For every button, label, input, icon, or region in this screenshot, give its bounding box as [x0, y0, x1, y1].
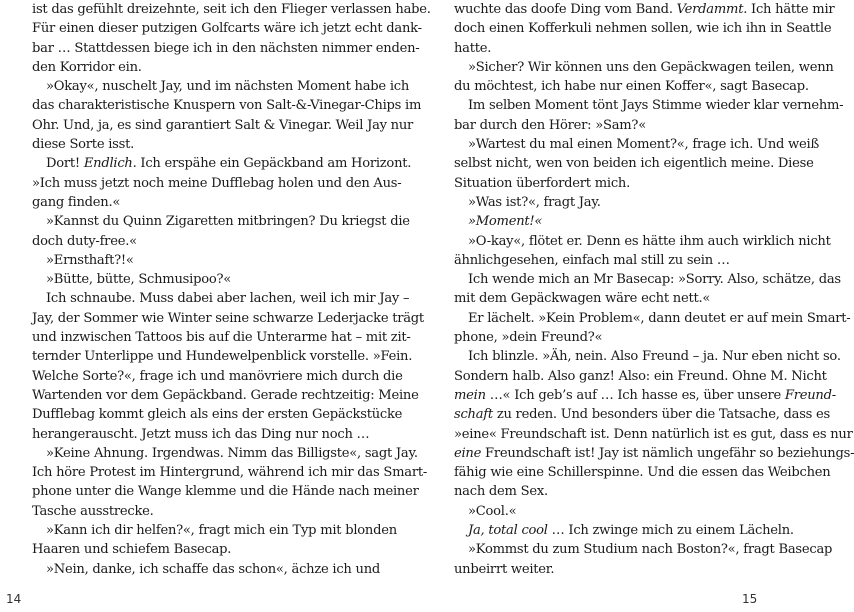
- paragraph: [454, 521, 794, 540]
- emphasis: Freund-: [784, 387, 836, 403]
- text-line: Jay, der Sommer wie Winter seine schwarze Lederjacke trägt: [32, 310, 424, 326]
- text-line: diese Sorte isst.: [32, 137, 135, 153]
- text-line: selbst nicht, wen von beiden ich eigentlich meine. Diese: [454, 156, 814, 172]
- text-line: Ohr. Und, ja, es sind garantiert Salt & Vinegar. Weil Jay nur: [32, 117, 414, 133]
- paragraph: [32, 154, 412, 212]
- paragraph: [454, 212, 766, 231]
- paragraph: [454, 502, 766, 521]
- text-line: Er lächelt. »Kein Problem«, dann deutet er auf mein Smart-: [468, 310, 851, 326]
- text-line: das charakteristische Knuspern von Salt-&-Vinegar-Chips im: [32, 98, 422, 114]
- paragraph: [32, 270, 343, 289]
- paragraph: [454, 96, 844, 135]
- paragraph: [454, 232, 831, 271]
- paragraph: [454, 309, 851, 348]
- text-line: doch duty-free.«: [32, 233, 137, 249]
- emphasis: Verdammt.: [676, 2, 748, 17]
- emphasis: »Moment!«: [468, 214, 543, 230]
- paragraph: [454, 193, 766, 212]
- text-line: phone unter die Wange klemme und die Hände nach meiner: [32, 484, 419, 500]
- paragraph: [454, 135, 819, 193]
- text-line: Im selben Moment tönt Jays Stimme wieder klar vernehm-: [468, 98, 844, 114]
- text-line: ähnlichgesehen, einfach mal still zu sein …: [454, 252, 730, 268]
- text-line: Welche Sorte?«, frage ich und manövriere mich durch die: [32, 368, 403, 384]
- text-line: »Ernsthaft?!«: [46, 252, 134, 268]
- left-page: [32, 0, 431, 579]
- text-line: »Kommst du zum Studium nach Boston?«, fragt Basecap: [468, 542, 833, 558]
- text-line: Situation überfordert mich.: [454, 175, 630, 191]
- text-line: mein …« Ich geb’s auf … Ich hasse es, über unsere Freund-: [454, 387, 836, 403]
- text-line: »eine« Freundschaft ist. Denn natürlich ist es gut, dass es nur: [454, 426, 853, 442]
- emphasis: mein: [454, 387, 486, 403]
- right-page: [454, 0, 854, 579]
- text-line: [454, 212, 766, 231]
- page-number-right: 15: [742, 592, 758, 606]
- text-line: Sondern halb. Also ganz! Also: ein Freund. Ohne M. Nicht: [454, 368, 827, 384]
- text-line: fähig wie eine Schillerspinne. Und die essen das Weibchen: [454, 465, 831, 481]
- text-line: Ja, total cool … Ich zwinge mich zu einem Lächeln.: [468, 523, 794, 539]
- text-line: Ich höre Protest im Hintergrund, während ich mir das Smart-: [32, 465, 428, 481]
- text-line: den Korridor ein.: [32, 59, 142, 75]
- text-line: Tasche ausstrecke.: [32, 503, 154, 519]
- text-line: »Kann ich dir helfen?«, fragt mich ein Typ mit blonden: [46, 523, 397, 539]
- text-line: »Okay«, nuschelt Jay, und im nächsten Moment habe ich: [46, 79, 410, 95]
- text-line: Haaren und schiefem Basecap.: [32, 542, 232, 558]
- text-line: gang finden.«: [32, 194, 121, 210]
- text-line: ist das gefühlt dreizehnte, seit ich den Flieger verlassen habe.: [32, 2, 431, 17]
- text-line: unbeirrt weiter.: [454, 561, 555, 577]
- text-line: und inzwischen Tattoos bis auf die Unterarme hat – mit zit-: [32, 330, 411, 346]
- text-line: »Kannst du Quinn Zigaretten mitbringen? Du kriegst die: [46, 214, 410, 230]
- text-line: »Ich muss jetzt noch meine Dufflebag holen und den Aus-: [32, 175, 402, 191]
- text-line: Dufflebag kommt gleich als eins der ersten Gepäckstücke: [32, 407, 403, 423]
- text-line: Ich wende mich an Mr Basecap: »Sorry. Also, schätze, das: [468, 272, 841, 288]
- text-line: Wartenden vor dem Gepäckband. Gerade rechtzeitig: Meine: [32, 387, 419, 403]
- paragraph: [454, 0, 835, 58]
- paragraph: [32, 212, 410, 251]
- text-line: »O-kay«, flötet er. Denn es hätte ihm auch wirklich nicht: [468, 233, 831, 249]
- text-line: eine Freundschaft ist! Jay ist nämlich ungefähr so beziehungs-: [454, 445, 854, 461]
- paragraph: [454, 540, 833, 579]
- emphasis: schaft: [454, 407, 493, 423]
- text-line: bar … Stattdessen biege ich in den nächsten nimmer enden-: [32, 40, 420, 56]
- text-line: »Was ist?«, fragt Jay.: [468, 194, 601, 210]
- text-line: Ich schnaube. Muss dabei aber lachen, weil ich mir Jay –: [46, 291, 410, 307]
- text-line: mit dem Gepäckwagen wäre echt nett.«: [454, 291, 711, 307]
- text-line: Dort! Endlich. Ich erspähe ein Gepäckband am Horizont.: [46, 156, 412, 172]
- paragraph: [454, 347, 854, 501]
- paragraph: [32, 521, 397, 560]
- text-line: »Wartest du mal einen Moment?«, frage ich. Und weiß: [468, 137, 819, 153]
- text-line: herangerauscht. Jetzt muss ich das Ding nur noch …: [32, 426, 370, 442]
- emphasis: Endlich.: [83, 156, 137, 172]
- text-line: phone, »dein Freund?«: [454, 330, 603, 346]
- text-line: du möchtest, ich habe nur einen Koffer«, sagt Basecap.: [454, 79, 809, 95]
- emphasis: eine: [454, 445, 482, 461]
- text-line: »Sicher? Wir können uns den Gepäckwagen teilen, wenn: [468, 59, 834, 75]
- text-line: »Nein, danke, ich schaffe das schon«, ächze ich und: [46, 561, 381, 577]
- paragraph: [454, 270, 841, 309]
- text-line: wuchte das doofe Ding vom Band. Verdammt. Ich hätte mir: [454, 2, 835, 17]
- emphasis: Ja, total cool: [468, 523, 548, 539]
- paragraph: [454, 58, 834, 97]
- paragraph: [32, 0, 431, 77]
- paragraph: [32, 444, 428, 521]
- text-line: bar durch den Hörer: »Sam?«: [454, 117, 646, 133]
- text-line: »Keine Ahnung. Irgendwas. Nimm das Billigste«, sagt Jay.: [46, 445, 418, 461]
- text-line: doch einen Kofferkuli nehmen sollen, wie ich ihn in Seattle: [454, 21, 832, 37]
- text-line: nach dem Sex.: [454, 484, 548, 500]
- paragraph: [32, 289, 424, 443]
- page-number-left: 14: [6, 592, 22, 606]
- paragraph: [32, 251, 343, 270]
- paragraph: [32, 77, 422, 154]
- text-line: »Cool.«: [468, 503, 517, 519]
- text-line: ternder Unterlippe und Hundewelpenblick vorstelle. »Fein.: [32, 349, 413, 365]
- text-line: »Bütte, bütte, Schmusipoo?«: [46, 272, 231, 288]
- paragraph: [32, 560, 381, 579]
- text-line: Ich blinzle. »Äh, nein. Also Freund – ja. Nur eben nicht so.: [468, 349, 841, 365]
- text-line: schaft zu reden. Und besonders über die Tatsache, dass es: [454, 407, 831, 423]
- text-line: Für einen dieser putzigen Golfcarts wäre ich jetzt echt dank-: [32, 21, 422, 37]
- text-line: hatte.: [454, 40, 492, 56]
